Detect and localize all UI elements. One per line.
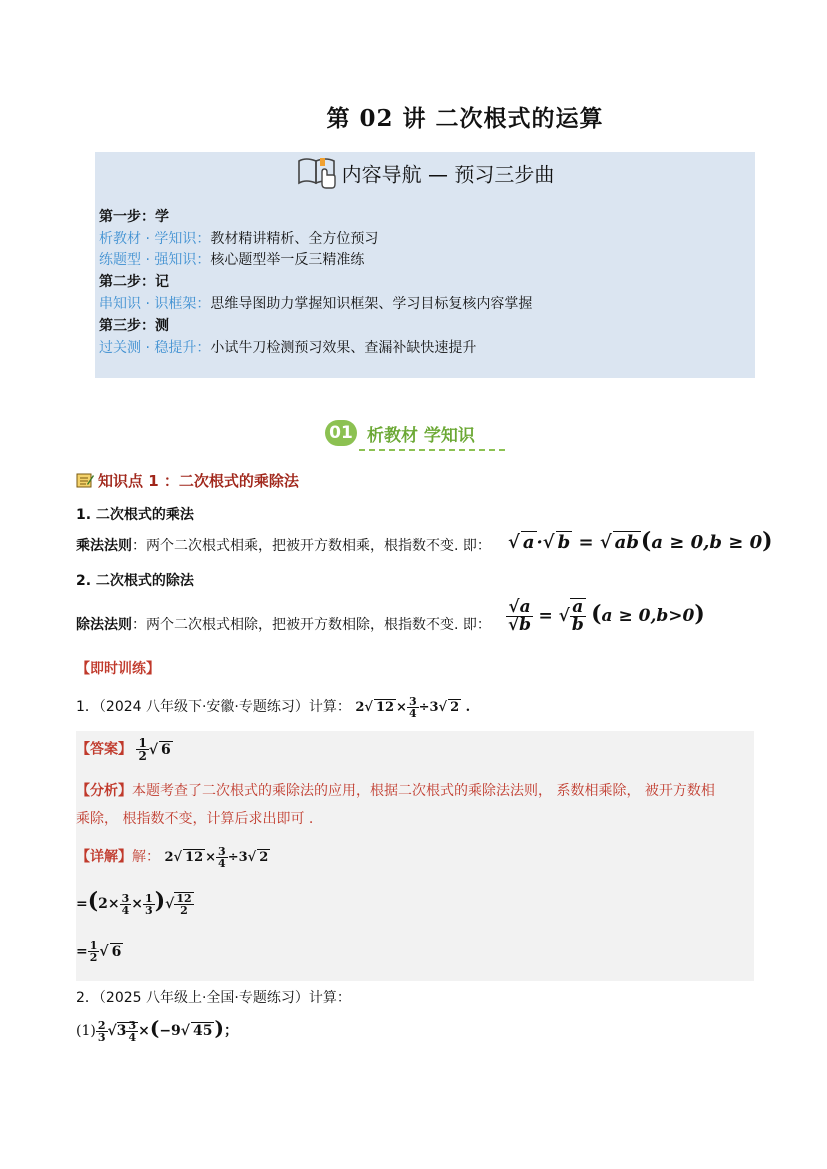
analysis-line-2: 乘除， 根指数不变，计算后求出即可 . (76, 811, 314, 827)
mul-rule-text: ：两个二次根式相乘，把被开方数相乘，根指数不变. 即： (132, 538, 491, 554)
nav-step3-a-label: 过关测 · 稳提升： (99, 340, 211, 356)
nav-step1-a-text: 教材精讲精析、全方位预习 (210, 231, 379, 247)
question-2-part-1: (1) $\frac{2}{3}$ √3 $\frac{3}{4}$ ×(−9√ 45 )； (76, 1016, 238, 1044)
question-2: 2．（2025 八年级上·全国·专题练习）计算： (76, 990, 351, 1006)
nav-step1-a-label: 析教材 · 学知识： (99, 231, 211, 247)
question-2-part-label: (1) (76, 1023, 96, 1039)
div-formula: $\frac{√a}{√b}$ = √ $\frac{a}{b}$ (a ≥ 0,b>0) (508, 596, 705, 635)
mul-rule (76, 535, 491, 555)
div-rule (76, 614, 491, 634)
practice-heading: 【即时训练】 (76, 661, 160, 677)
nav-step2-a-text: 思维导图助力掌握知识框架、学习目标复核内容掌握 (210, 296, 533, 312)
answer-line: 【答案】 $\frac{1}{2}$ √ 6 (76, 736, 171, 763)
detail-step-1: =(2× $\frac{3}{4}$ × $\frac{1}{3}$ )√ $\frac{12}{2}$ (76, 888, 192, 917)
section-number-badge: 01 (325, 420, 357, 446)
question-1: 1．（2024 八年级下·安徽·专题练习）计算： 2√ 12 × $\frac{3}{4}$ ÷3√ 2 . (76, 695, 471, 720)
analysis-tag: 【分析】 (76, 783, 132, 799)
question-1-text: 1．（2024 八年级下·安徽·专题练习）计算： (76, 699, 351, 715)
mul-heading: 1. 二次根式的乘法 (76, 507, 194, 523)
detail-tag: 【详解】 (76, 849, 132, 865)
nav-step1-item-b (99, 249, 364, 269)
detail-text: 解： (132, 849, 160, 865)
detail-line: 【详解】解： 2√ 12 × $\frac{3}{4}$ ÷3√ 2 (76, 845, 269, 870)
div-rule-label: 除法法则 (76, 617, 132, 633)
notebook-pencil-icon (76, 472, 94, 492)
nav-step1: 第一步：学 (99, 209, 169, 225)
nav-step2: 第二步：记 (99, 274, 169, 290)
nav-step1-b-label: 练题型 · 强知识： (99, 252, 211, 268)
detail-step-2: = $\frac{1}{2}$ √ 6 (76, 939, 122, 964)
div-rule-text: ：两个二次根式相除，把被开方数相除，根指数不变. 即： (132, 617, 491, 633)
nav-step3-a-text: 小试牛刀检测预习效果、查漏补缺快速提升 (210, 340, 477, 356)
analysis-text-1: 本题考查了二次根式的乘除法的应用，根据二次根式的乘除法法则， 系数相乘除， 被开方数相 (132, 783, 715, 799)
nav-heading-text: 内容导航 — 预习三步曲 (341, 162, 555, 187)
knowledge-point-title (76, 470, 299, 492)
div-heading: 2. 二次根式的除法 (76, 573, 194, 589)
nav-step3: 第三步：测 (99, 318, 169, 334)
nav-step1-item-a (99, 228, 378, 248)
answer-tag: 【答案】 (76, 741, 132, 758)
nav-heading (95, 152, 755, 198)
mul-formula: √ a ·√ b = √ ab(a ≥ 0,b ≥ 0) (508, 528, 773, 554)
nav-step3-item-a (99, 337, 476, 357)
page-title: 第 02 讲 二次根式的运算 (326, 105, 604, 132)
nav-step2-a-label: 串知识 · 识框架： (99, 296, 211, 312)
content-nav-box (95, 152, 755, 378)
section-title: 析教材 学知识 (367, 426, 475, 446)
analysis-line-1 (76, 780, 715, 800)
nav-step2-item-a (99, 293, 532, 313)
mul-rule-label: 乘法法则 (76, 538, 132, 554)
book-hand-icon (296, 154, 340, 198)
nav-step1-b-text: 核心题型举一反三精准练 (210, 252, 365, 268)
knowledge-point-text: 知识点 1 ：二次根式的乘除法 (98, 472, 299, 490)
section-underline (359, 449, 505, 451)
section-banner (325, 418, 505, 454)
